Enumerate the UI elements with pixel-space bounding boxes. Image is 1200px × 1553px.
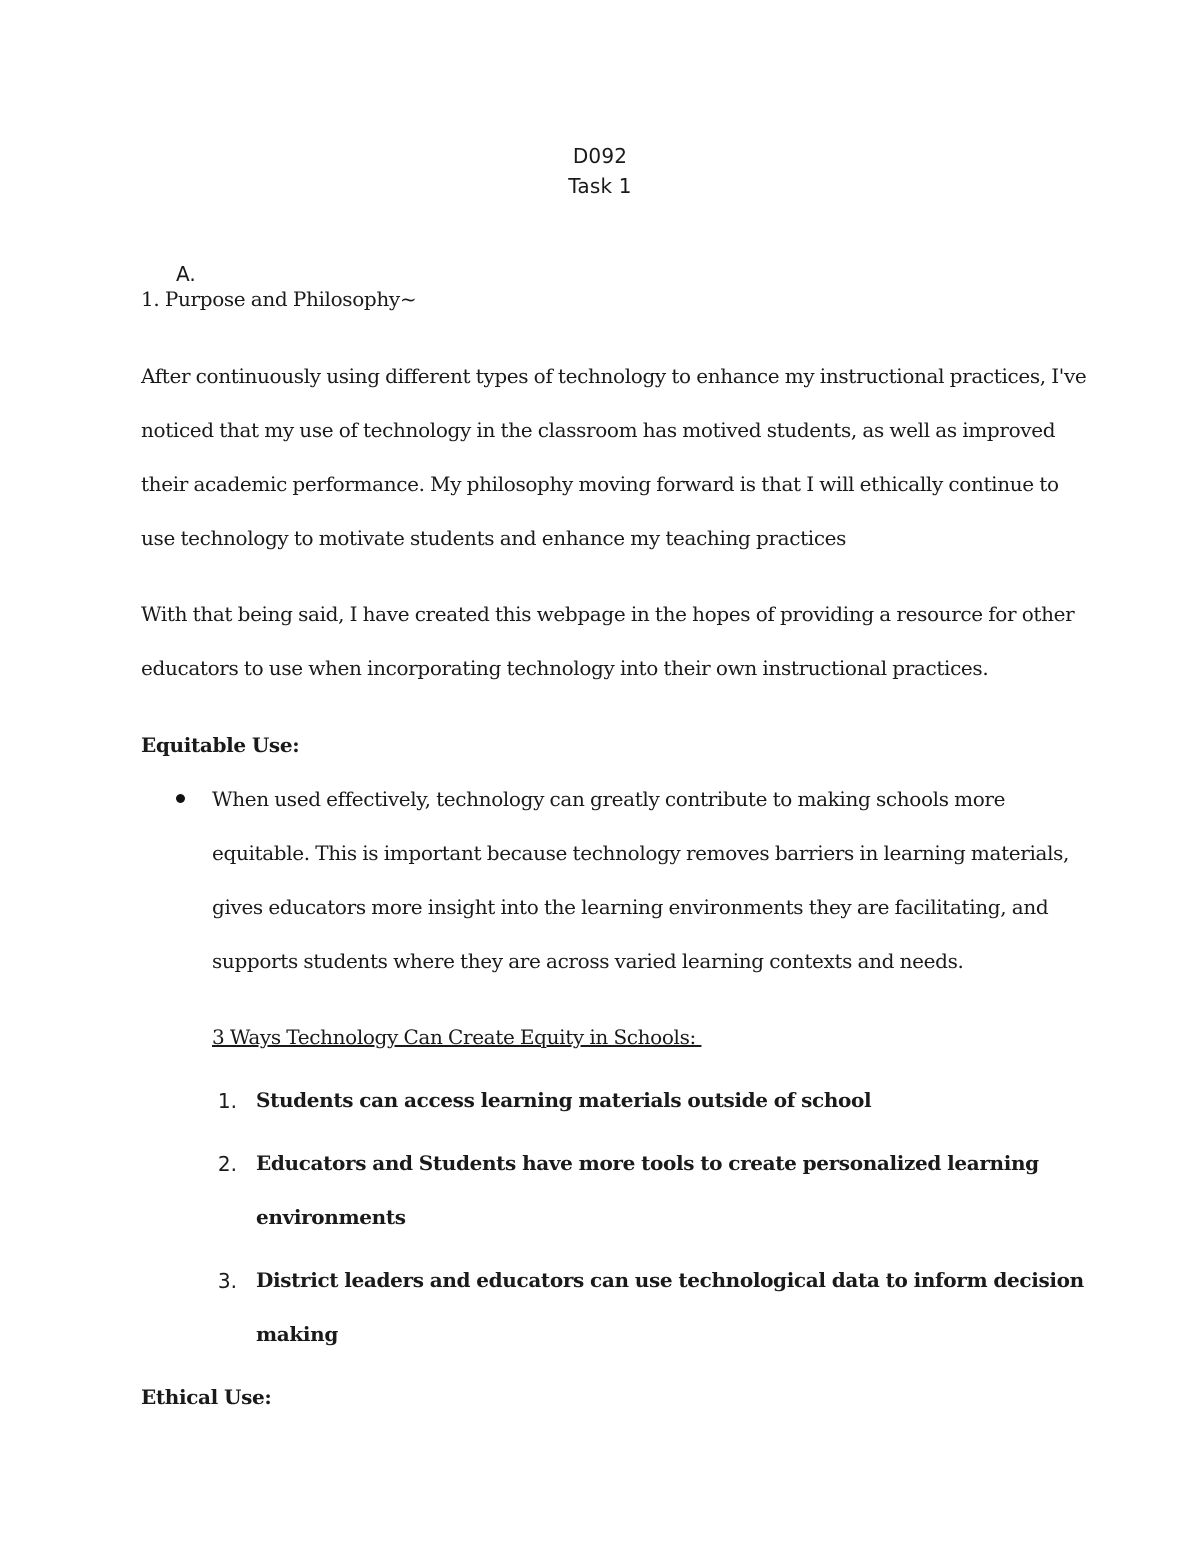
bullet-icon [176,794,185,803]
bullet-line-4: supports students where they are across varied learning contexts and needs. [212,949,964,973]
section-letter: A. [176,262,196,286]
document-title: D092 [572,144,628,168]
list-item-3-line-1: District leaders and educators can use technological data to inform decision [256,1268,1084,1292]
paragraph2-line-2: educators to use when incorporating technology into their own instructional practices. [141,656,989,680]
list-number-2: 2. [217,1152,237,1176]
document-subtitle: Task 1 [568,174,632,198]
ways-heading: 3 Ways Technology Can Create Equity in Schools: [212,1025,702,1049]
paragraph1-line-4: use technology to motivate students and enhance my teaching practices [141,526,847,550]
list-item-2-line-2: environments [256,1205,406,1229]
list-item-1-line-1: Students can access learning materials outside of school [256,1088,872,1112]
ethical-use-heading: Ethical Use: [141,1385,272,1409]
list-number-3: 3. [217,1269,237,1293]
list-item-2-line-1: Educators and Students have more tools to create personalized learning [256,1151,1039,1175]
paragraph1-line-3: their academic performance. My philosophy moving forward is that I will ethically continue to [141,472,1059,496]
bullet-line-3: gives educators more insight into the learning environments they are facilitating, and [212,895,1049,919]
equitable-use-heading: Equitable Use: [141,733,300,757]
paragraph1-line-1: After continuously using different types of technology to enhance my instructional practices, I've [141,364,1087,388]
list-item-3-line-2: making [256,1322,339,1346]
paragraph1-line-2: noticed that my use of technology in the classroom has motived students, as well as improved [141,418,1056,442]
paragraph2-line-1: With that being said, I have created this webpage in the hopes of providing a resource for other [141,602,1075,626]
bullet-line-1: When used effectively, technology can greatly contribute to making schools more [212,787,1006,811]
list-number-1: 1. [217,1089,237,1113]
bullet-line-2: equitable. This is important because technology removes barriers in learning materials, [212,841,1070,865]
section-heading: 1. Purpose and Philosophy~ [141,287,417,311]
